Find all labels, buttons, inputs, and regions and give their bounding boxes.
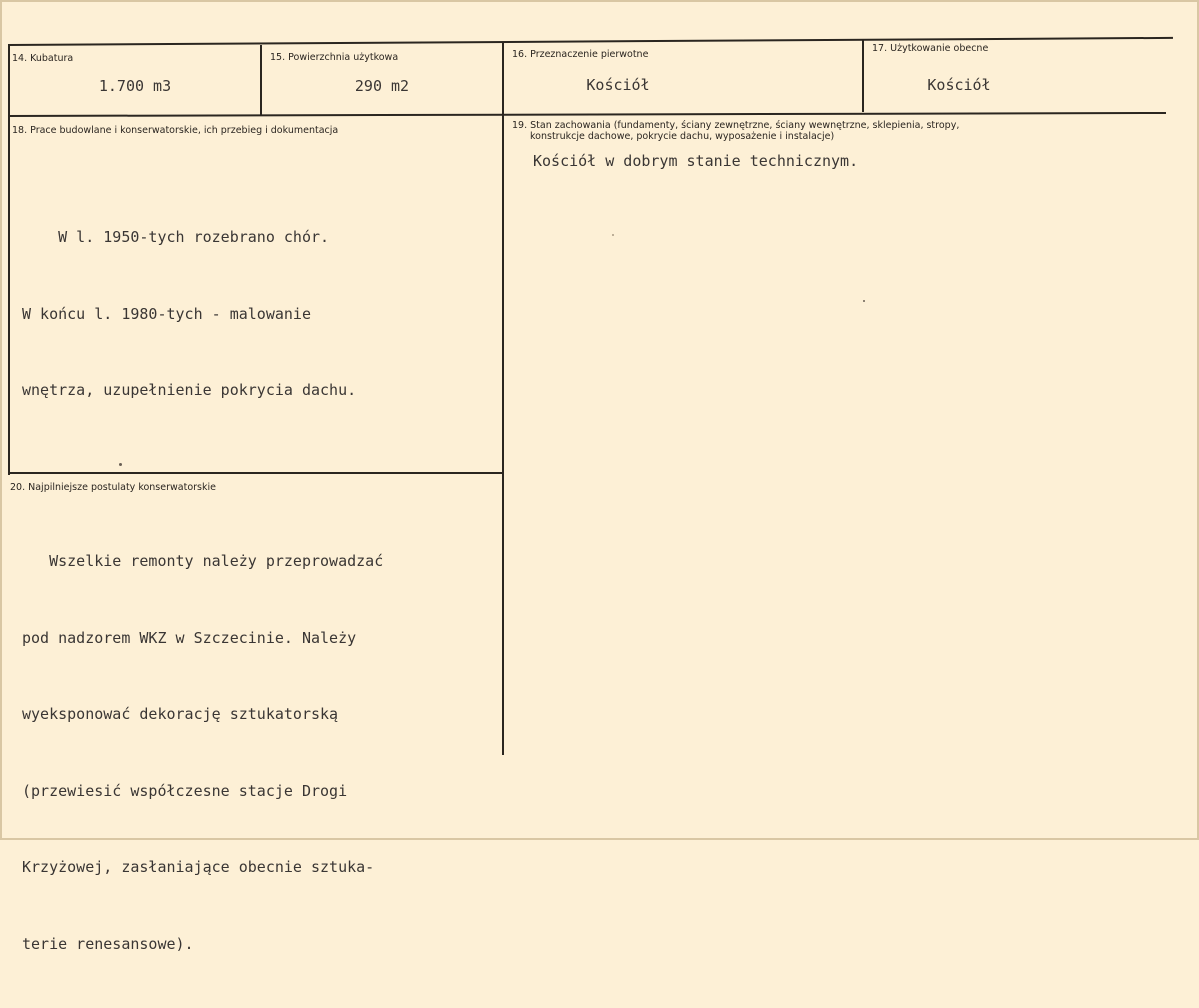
left-rule <box>8 45 10 475</box>
postulates-line: terie renesansowe). <box>22 934 194 953</box>
current-use-value: Kościół <box>927 76 991 94</box>
postulates-line: wyeksponować dekorację sztukatorską <box>22 705 339 723</box>
postulates-line: pod nadzorem WKZ w Szczecinie. Należy <box>22 628 357 647</box>
condition-label-line1: 19. Stan zachowania (fundamenty, ściany zewnętrzne, ściany wewnętrzne, sklepienia, stropy, <box>512 120 960 131</box>
original-purpose-label: 16. Przeznaczenie pierwotne <box>512 49 649 60</box>
postulates-line: (przewiesić współczesne stacje Drogi <box>22 781 348 800</box>
postulates-line: Wszelkie remonty należy przeprowadzać <box>22 552 384 570</box>
usable-area-value: 290 m2 <box>354 77 410 95</box>
works-line: W końcu l. 1980-tych - malowanie <box>22 304 311 323</box>
paper-speck <box>612 234 614 236</box>
paper-speck <box>863 300 865 302</box>
postulates-top-rule <box>8 472 502 474</box>
original-purpose-value: Kościół <box>586 76 650 94</box>
top-rule <box>8 37 1173 46</box>
condition-text: Kościół w dobrym stanie technicznym. <box>533 152 859 170</box>
current-use-label: 17. Użytkowanie obecne <box>872 43 989 54</box>
postulates-line: Krzyżowej, zasłaniające obecnie sztuka- <box>22 858 375 876</box>
cubature-label: 14. Kubatura <box>12 53 74 64</box>
usable-area-label: 15. Powierzchnia użytkowa <box>270 52 399 63</box>
row1-bottom-rule <box>8 112 1166 117</box>
condition-label-line2: konstrukcje dachowe, pokrycie dachu, wyposażenie i instalacje) <box>530 131 835 142</box>
divider-15-16 <box>502 43 504 755</box>
works-label: 18. Prace budowlane i konserwatorskie, ich przebieg i dokumentacja <box>12 125 339 136</box>
paper-speck <box>119 463 122 466</box>
works-line: wnętrza, uzupełnienie pokrycia dachu. <box>22 381 357 399</box>
works-text <box>22 174 356 455</box>
postulates-label: 20. Najpilniejsze postulaty konserwatorskie <box>10 482 216 493</box>
cubature-value: 1.700 m3 <box>98 77 172 95</box>
postulates-text <box>22 498 383 1008</box>
works-line: W l. 1950-tych rozebrano chór. <box>22 228 330 246</box>
